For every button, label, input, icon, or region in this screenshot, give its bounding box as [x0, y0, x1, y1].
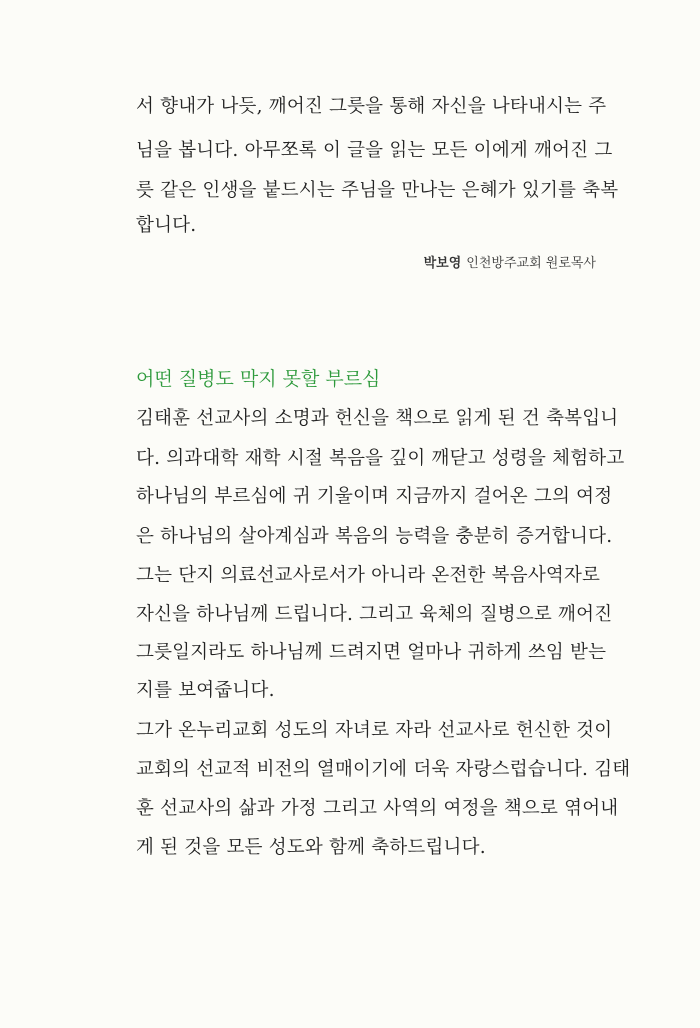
section-line-6: 자신을 하나님께 드립니다. 그리고 육체의 질병으로 깨어진 — [136, 604, 613, 625]
intro-line-2: 님을 봅니다. 아무쪼록 이 글을 읽는 모든 이에게 깨어진 그 — [136, 140, 613, 161]
section-line-1: 김태훈 선교사의 소명과 헌신을 책으로 읽게 된 건 축복입니 — [136, 408, 619, 429]
section-line-9: 그가 온누리교회 성도의 자녀로 자라 선교사로 헌신한 것이 — [136, 720, 613, 741]
section-line-4: 은 하나님의 살아계심과 복음의 능력을 충분히 증거합니다. — [136, 526, 613, 547]
section-line-3: 하나님의 부르심에 귀 기울이며 지금까지 걸어온 그의 여정 — [136, 486, 613, 507]
section-line-10: 교회의 선교적 비전의 열매이기에 더욱 자랑스럽습니다. 김태 — [136, 759, 631, 780]
intro-line-1: 서 향내가 나듯, 깨어진 그릇을 통해 자신을 나타내시는 주 — [136, 96, 607, 117]
section-line-8: 지를 보여줍니다. — [136, 680, 275, 701]
signature-title: 인천방주교회 원로목사 — [466, 256, 596, 271]
section-line-11: 훈 선교사의 삶과 가정 그리고 사역의 여정을 책으로 엮어내 — [136, 798, 619, 819]
signature-name: 박보영 — [423, 256, 462, 271]
section-line-2: 다. 의과대학 재학 시절 복음을 깊이 깨닫고 성령을 체험하고 — [136, 448, 625, 469]
intro-line-3: 릇 같은 인생을 붙드시는 주님을 만나는 은혜가 있기를 축복 — [136, 180, 619, 201]
signature — [424, 252, 596, 271]
section-line-12: 게 된 것을 모든 성도와 함께 축하드립니다. — [136, 837, 486, 858]
section-line-7: 그릇일지라도 하나님께 드려지면 얼마나 귀하게 쓰임 받는 — [136, 642, 607, 663]
section-line-5: 그는 단지 의료선교사로서가 아니라 온전한 복음사역자로 — [136, 565, 601, 586]
section-heading: 어떤 질병도 막지 못할 부르심 — [136, 368, 381, 390]
intro-line-4: 합니다. — [136, 215, 197, 236]
